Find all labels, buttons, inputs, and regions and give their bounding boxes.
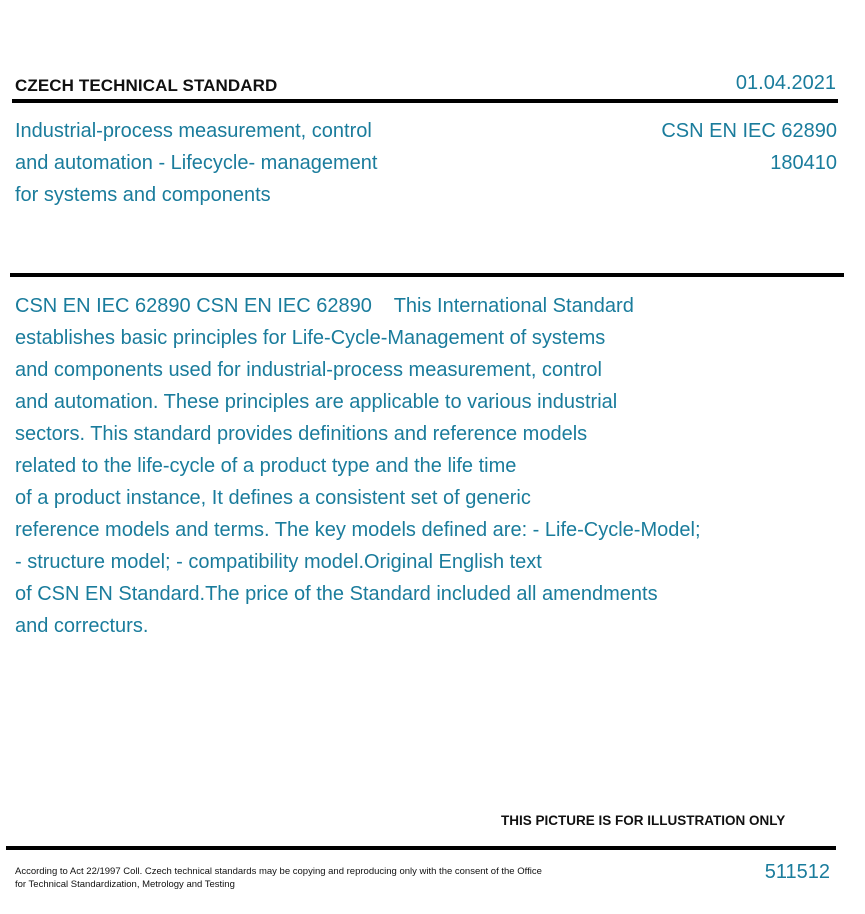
abstract-line: reference models and terms. The key models defined are: - Life-Cycle-Model;	[15, 519, 701, 541]
standard-abstract	[15, 290, 775, 642]
title-line: for systems and components	[15, 184, 271, 206]
legal-notice-line: According to Act 22/1997 Coll. Czech technical standards may be copying and reproducing only with the consent of the Office	[15, 866, 542, 877]
document-number: 511512	[764, 861, 830, 883]
document-type-label: CZECH TECHNICAL STANDARD	[15, 76, 278, 95]
title-divider	[10, 273, 844, 277]
abstract-line: and automation. These principles are applicable to various industrial	[15, 391, 618, 413]
abstract-line: establishes basic principles for Life-Cycle-Management of systems	[15, 327, 606, 349]
abstract-line: sectors. This standard provides definitions and reference models	[15, 423, 588, 445]
title-line: and automation - Lifecycle- management	[15, 152, 378, 174]
catalog-number: 180410	[770, 152, 837, 174]
title-line: Industrial-process measurement, control	[15, 120, 372, 142]
standard-code: CSN EN IEC 62890	[661, 120, 837, 142]
abstract-line: CSN EN IEC 62890 CSN EN IEC 62890 This International Standard	[15, 295, 634, 317]
abstract-line: - structure model; - compatibility model.Original English text	[15, 551, 542, 573]
standard-identifiers	[661, 115, 837, 179]
abstract-line: of CSN EN Standard.The price of the Standard included all amendments	[15, 583, 658, 605]
abstract-line: related to the life-cycle of a product type and the life time	[15, 455, 517, 477]
legal-notice-line: for Technical Standardization, Metrology and Testing	[15, 879, 235, 890]
abstract-line: and correcturs.	[15, 615, 149, 637]
footer-divider	[6, 846, 836, 850]
publication-date: 01.04.2021	[735, 72, 836, 94]
abstract-line: and components used for industrial-process measurement, control	[15, 359, 602, 381]
legal-notice	[15, 865, 542, 891]
standard-title	[15, 115, 435, 211]
abstract-line: of a product instance, It defines a consistent set of generic	[15, 487, 531, 509]
illustration-disclaimer: THIS PICTURE IS FOR ILLUSTRATION ONLY	[501, 813, 786, 828]
header-divider	[12, 99, 838, 103]
